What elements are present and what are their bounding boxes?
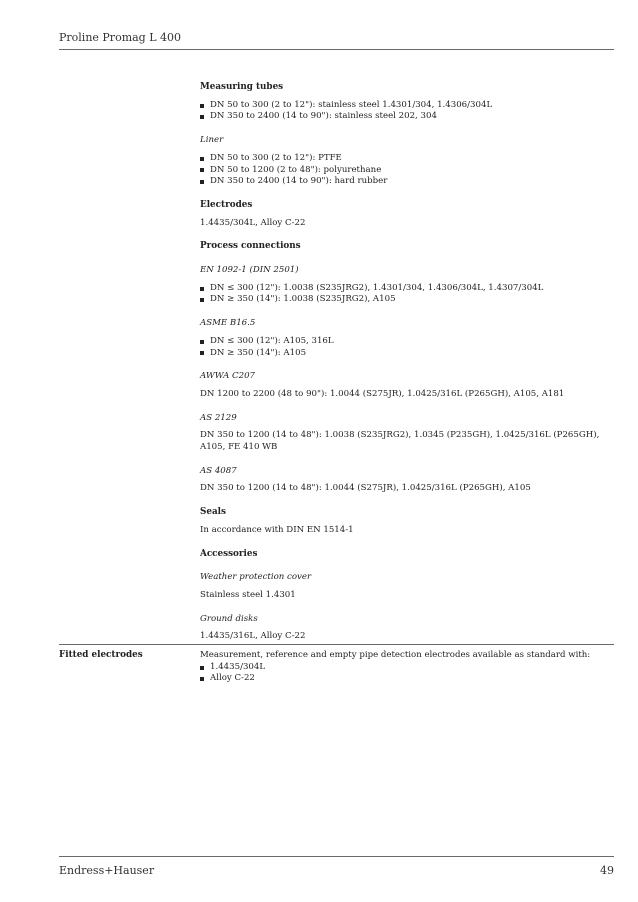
footer-company: Endress+Hauser	[59, 864, 155, 877]
weather-cover-text: Stainless steel 1.4301	[200, 589, 296, 600]
awwa-subheading: AWWA C207	[200, 371, 256, 382]
list-item: DN ≥ 350 (14"): A105	[200, 348, 620, 360]
list-item: 1.4435/304L	[200, 662, 620, 674]
header-rule	[59, 49, 614, 50]
list-item: DN 50 to 1200 (2 to 48"): polyurethane	[200, 165, 620, 177]
materials-section	[200, 82, 620, 649]
liner-list	[200, 153, 620, 188]
electrodes-text: 1.4435/304L, Alloy C-22	[200, 217, 306, 228]
fitted-electrodes-list	[200, 662, 620, 685]
measuring-tubes-list	[200, 100, 620, 123]
electrodes-heading: Electrodes	[200, 199, 253, 210]
list-item: DN 50 to 300 (2 to 12"): stainless steel 1.4301/304, 1.4306/304L	[200, 100, 620, 112]
list-item: DN ≤ 300 (12"): 1.0038 (S235JRG2), 1.4301/304, 1.4306/304L, 1.4307/304L	[200, 283, 620, 295]
section-divider	[59, 644, 614, 645]
footer-rule	[59, 856, 614, 857]
en1092-subheading: EN 1092-1 (DIN 2501)	[200, 265, 299, 276]
seals-heading: Seals	[200, 507, 226, 518]
list-item: DN 50 to 300 (2 to 12"): PTFE	[200, 153, 620, 165]
en1092-list	[200, 283, 620, 306]
as4087-subheading: AS 4087	[200, 465, 237, 476]
fitted-electrodes-intro: Measurement, reference and empty pipe detection electrodes available as standard with:	[200, 650, 591, 660]
fitted-electrodes-label: Fitted electrodes	[59, 650, 143, 660]
ground-disks-text: 1.4435/316L, Alloy C-22	[200, 631, 306, 642]
list-item: Alloy C-22	[200, 673, 620, 685]
weather-cover-subheading: Weather protection cover	[200, 572, 312, 583]
measuring-tubes-heading: Measuring tubes	[200, 82, 284, 92]
list-item: DN ≥ 350 (14"): 1.0038 (S235JRG2), A105	[200, 294, 620, 306]
awwa-text: DN 1200 to 2200 (48 to 90"): 1.0044 (S275JR), 1.0425/316L (P265GH), A105, A181	[200, 388, 565, 399]
liner-subheading: Liner	[200, 135, 224, 146]
seals-text: In accordance with DIN EN 1514-1	[200, 524, 354, 535]
as2129-text: DN 350 to 1200 (14 to 48"): 1.0038 (S235JRG2), 1.0345 (P235GH), 1.0425/316L (P265GH), A105, FE 410 WB	[200, 430, 600, 453]
document-header-title: Proline Promag L 400	[59, 31, 182, 44]
as4087-text: DN 350 to 1200 (14 to 48"): 1.0044 (S275JR), 1.0425/316L (P265GH), A105	[200, 483, 531, 494]
list-item: DN 350 to 2400 (14 to 90"): hard rubber	[200, 176, 620, 188]
as2129-subheading: AS 2129	[200, 412, 237, 423]
asme-list	[200, 336, 620, 359]
page-number: 49	[600, 864, 614, 877]
process-connections-heading: Process connections	[200, 241, 301, 252]
ground-disks-subheading: Ground disks	[200, 613, 258, 624]
list-item: DN ≤ 300 (12"): A105, 316L	[200, 336, 620, 348]
list-item: DN 350 to 2400 (14 to 90"): stainless steel 202, 304	[200, 111, 620, 123]
asme-subheading: ASME B16.5	[200, 318, 256, 329]
accessories-heading: Accessories	[200, 548, 258, 559]
fitted-electrodes-section	[200, 650, 620, 691]
